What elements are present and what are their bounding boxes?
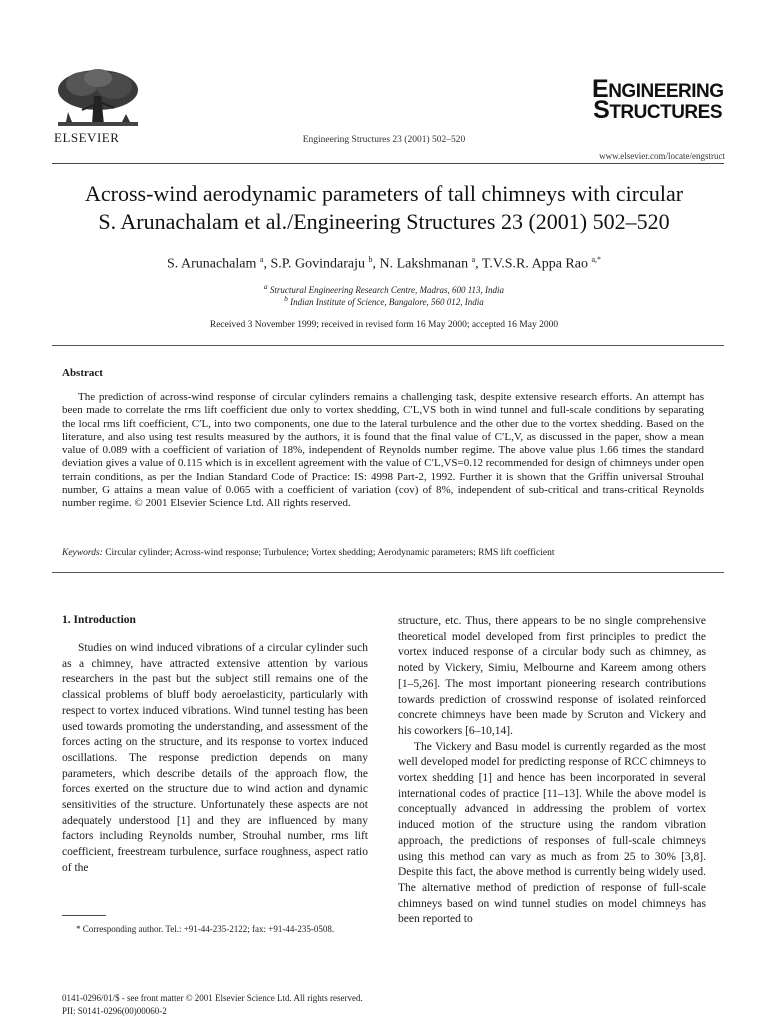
body-column-left: Studies on wind induced vibrations of a circular cylinder such as a chimney, have attracted extensive attention by various researchers in the past but the subject still remains one of the classical problems of bluff body aeroelasticity, particularly with respect to vortex induced vibrations. Wind tunnel testing has been used towards promoting the understanding, and assessment of the forces acting on the structure, and its response to vortex induced oscillations. The response prediction depends on many parameters, which describe details of the approach flow, the forces exerted on the structure due to wind action and dynamic sensitivities of the structure. Unfortunately these aspects are not adequately understood [1] and they are influenced by many factors including Reynolds number, Strouhal number, rms lift coefficient, freestream turbulence, surface roughness, aspect ratio of the — [62, 642, 368, 874]
journal-url-link[interactable]: www.elsevier.com/locate/engstruct — [599, 151, 725, 161]
journal-logo-line-1: NGINEERING — [608, 81, 724, 102]
title-line-1: Across-wind aerodynamic parameters of tall chimneys with circular — [84, 181, 684, 206]
author-affiliation-mark: b — [368, 255, 373, 264]
abstract-divider — [52, 572, 724, 573]
journal-logo-cap-1: E — [592, 75, 609, 103]
title-line-2: S. Arunachalam et al./Engineering Structures 23 (2001) 502–520 — [98, 209, 670, 234]
footnote-divider — [62, 915, 106, 916]
author-list: S. Arunachalam $^a$, S.P. Govindaraju $^b$, N. Lakshmanan $^a$, T.V.S.R. Appa Rao $^{a,*}$ — [166, 255, 602, 272]
affiliation-text: Structural Engineering Research Centre, Madras, 600 113, India — [269, 285, 505, 295]
abstract-heading: Abstract — [62, 367, 103, 379]
journal-logo-line-2: TRUCTURES — [609, 102, 722, 123]
body-paragraph: structure, etc. Thus, there appears to be no single comprehensive theoretical model developed from first principles to predict the vortex induced response of a circular body such as chimney, as noted by Vickery, Simiu, Melbourne and Kareem among others [1–5,26]. The most important pioneering research contributions towards prediction of crosswind response of isolated reinforced concrete chimneys have been made by Scruton and Vickery and his coworkers [6–10,14]. — [398, 615, 706, 737]
pii-identifier: PII: S0141-0296(00)00060-2 — [62, 1006, 167, 1016]
author-affiliation-mark: a — [471, 255, 476, 264]
article-title — [30, 180, 738, 236]
keywords-label: Keywords: — [62, 548, 103, 558]
elsevier-tree-logo — [52, 66, 144, 130]
affiliation-text: Indian Institute of Science, Bangalore, 560 012, India — [290, 297, 484, 307]
author-name: S. Arunachalam — [166, 256, 257, 272]
body-column-right — [398, 614, 706, 928]
author-name: N. Lakshmanan — [379, 256, 469, 272]
author-name: S.P. Govindaraju — [270, 256, 365, 272]
body-paragraph: The Vickery and Basu model is currently regarded as the most well developed model for predicting response of RCC chimneys to vortex shedding [1] and hence has been incorporated in several international codes of practice [11–13]. While the above model is conceptually advanced in addressing the problem of vortex induced motion of the structure using the random vibration approach, the predictions of responses of full-scale chimneys using this method can vary as much as from 25 to 30% [3,8]. Despite this fact, the above method is currently being widely used. The alternative method of prediction of response of full-scale chimneys based on wind tunnel studies on model chimneys has been reported to — [398, 740, 706, 926]
section-heading: 1. Introduction — [62, 614, 136, 626]
corresponding-author-footnote: * Corresponding author. Tel.: +91-44-235-2122; fax: +91-44-235-0508. — [76, 924, 335, 934]
author-affiliation-mark: a,* — [591, 255, 602, 264]
journal-citation: Engineering Structures 23 (2001) 502–520 — [302, 135, 466, 145]
affiliation-b — [0, 294, 768, 307]
author-name: T.V.S.R. Appa Rao — [481, 256, 588, 272]
affiliation-mark: a — [263, 282, 268, 291]
keywords — [62, 548, 712, 558]
journal-logo — [592, 75, 724, 124]
journal-logo-cap-2: S — [593, 96, 610, 124]
affiliation-mark: b — [284, 294, 288, 303]
front-matter-notice: 0141-0296/01/$ - see front matter © 2001 Elsevier Science Ltd. All rights reserved. — [62, 993, 363, 1003]
keywords-list: Circular cylinder; Across-wind response; Turbulence; Vortex shedding; Aerodynamic parameters; RMS lift coefficient — [105, 548, 555, 558]
received-dates: Received 3 November 1999; received in revised form 16 May 2000; accepted 16 May 2000 — [209, 320, 559, 330]
publisher-name: ELSEVIER — [54, 130, 120, 145]
title-divider — [52, 345, 724, 346]
author-affiliation-mark: a — [259, 255, 264, 264]
header-divider — [52, 163, 724, 164]
abstract-text: The prediction of across-wind response of circular cylinders remains a challenging task, despite extensive research efforts. An attempt has been made to correlate the rms lift coefficient due only to vortex shedding, C′L,VS both in wind tunnel and full-scale conditions by separating the local rms lift coefficient, C′L, into two components, one due to the lateral turbulence and the other due to the vortex shedding. Based on the literature, and also using test results measured by the authors, it is found that the final value of C′L,V, as discussed in the paper, show a mean value of 0.089 with a coefficient of variation of 18%, independent of Reynolds number regime. The above value plus 1.66 times the standard deviation gives a value of 0.115 which is in excellent agreement with the value of C′L,VS=0.12 recommended for design of chimneys under open terrain conditions, as per the Indian Standard Code of Practice: IS: 4998 Part-2, 1992. Further it is shown that the Griffin universal Strouhal number, G attains a mean value of 0.065 with a coefficient of variation (cov) of 8%, independent of sub-critical and trans-critical Reynolds number regime. © 2001 Elsevier Science Ltd. All rights reserved. — [62, 391, 704, 510]
